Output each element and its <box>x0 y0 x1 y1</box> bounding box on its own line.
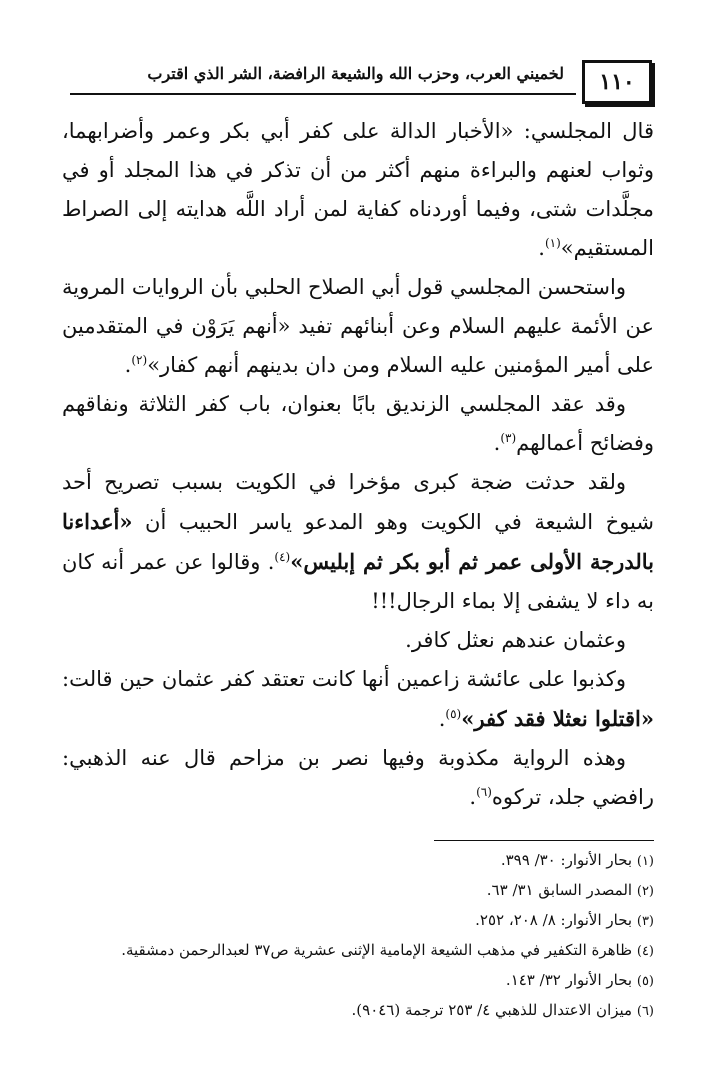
paragraph-text: ولقد حدثت ضجة كبرى مؤخرا في الكويت بسبب تصريح أحد شيوخ الشيعة في الكويت وهو المدعو ياسر الحبيب أن <box>62 470 654 534</box>
footnote-6 <box>62 996 654 1026</box>
footnote-text: بحار الأنوار: ٨/ ٢٠٨، ٢٥٢. <box>475 911 633 929</box>
footnote-1 <box>62 846 654 876</box>
running-header <box>70 58 656 106</box>
footnote-text: بحار الأنوار: ٣٠/ ٣٩٩. <box>500 851 633 869</box>
paragraph-text: وعثمان عندهم نعثل كافر. <box>405 628 626 652</box>
paragraph-2 <box>62 268 654 385</box>
footnote-number: (٤) <box>636 944 654 959</box>
footnote-3 <box>62 906 654 936</box>
footnote-number: (٢) <box>636 884 654 899</box>
footnote-4 <box>62 936 654 966</box>
bold-quote: «اقتلوا نعثلا فقد كفر» <box>461 706 654 731</box>
paragraph-text: وهذه الرواية مكذوبة وفيها نصر بن مزاحم قال عنه الذهبي: رافضي جلد، تركوه <box>62 746 654 809</box>
paragraph-text: . <box>493 431 501 455</box>
paragraph-text: وكذبوا على عائشة زاعمين أنها كانت تعتقد كفر عثمان حين قالت: <box>62 667 626 691</box>
paragraph-7 <box>62 739 654 817</box>
footnote-number: (٣) <box>636 914 654 929</box>
main-text <box>62 112 654 817</box>
footnote-separator <box>434 840 654 841</box>
footnote-number: (٦) <box>636 1004 654 1019</box>
paragraph-text: . <box>469 785 477 809</box>
footnote-5 <box>62 966 654 996</box>
footnote-ref-3: (٣) <box>500 431 517 445</box>
bold-quote: «أعداءنا بالدرجة الأولى عمر ثم أبو بكر ثم إبليس» <box>62 509 654 574</box>
paragraph-6 <box>62 660 654 739</box>
paragraph-3 <box>62 385 654 463</box>
footnote-ref-1: (١) <box>544 236 561 250</box>
footnote-number: (١) <box>636 854 654 869</box>
footnote-text: بحار الأنوار ٣٢/ ١٤٣. <box>505 971 633 989</box>
paragraph-text: قال المجلسي: «الأخبار الدالة على كفر أبي بكر وعمر وأضرابهما، وثواب لعنهم والبراءة منهم أكثر من أن تذكر في هذا المجلد أو في مجلَّدات شتى، وفيما أوردناه كفاية لمن أراد اللَّه هدايته إلى الصراط المستقيم» <box>62 119 654 260</box>
footnote-ref-6: (٦) <box>476 785 492 799</box>
paragraph-text: واستحسن المجلسي قول أبي الصلاح الحلبي بأن الروايات المروية عن الأئمة عليهم السلام وعن أبنائهم تفيد «أنهم يَرَوْن في المتقدمين على أمير المؤمنين عليه السلام ومن دان بدينهم أنهم كفار» <box>62 275 654 377</box>
paragraph-text: وقد عقد المجلسي الزنديق بابًا بعنوان، باب كفر الثلاثة ونفاقهم وفضائح أعمالهم <box>62 392 654 455</box>
page-number: ١١٠ <box>582 60 652 104</box>
paragraph-5 <box>62 621 654 660</box>
footnote-number: (٥) <box>636 974 654 989</box>
paragraph-text: . وقالوا عن عمر أنه كان به داء لا يشفى إلا بماء الرجال!!! <box>62 550 654 613</box>
paragraph-text: . <box>124 353 132 377</box>
footnote-text: ظاهرة التكفير في مذهب الشيعة الإمامية الإثنى عشرية ص٣٧ لعبدالرحمن دمشقية. <box>121 941 633 959</box>
footnote-text: ميزان الاعتدال للذهبي ٤/ ٢٥٣ ترجمة (٩٠٤٦). <box>351 1001 633 1019</box>
footnote-text: المصدر السابق ٣١/ ٦٣. <box>486 881 633 899</box>
footnote-ref-5: (٥) <box>445 707 462 721</box>
paragraph-1 <box>62 112 654 268</box>
paragraph-4 <box>62 463 654 621</box>
paragraph-text: . <box>538 236 545 260</box>
paragraph-text: . <box>438 707 446 731</box>
footnote-2 <box>62 876 654 906</box>
header-rule <box>70 93 576 95</box>
footnote-ref-2: (٢) <box>131 353 148 367</box>
header-title: لخميني العرب، وحزب الله والشيعة الرافضة، الشر الذي اقترب <box>147 64 564 83</box>
footnotes <box>62 846 654 1026</box>
footnote-ref-4: (٤) <box>274 550 291 564</box>
